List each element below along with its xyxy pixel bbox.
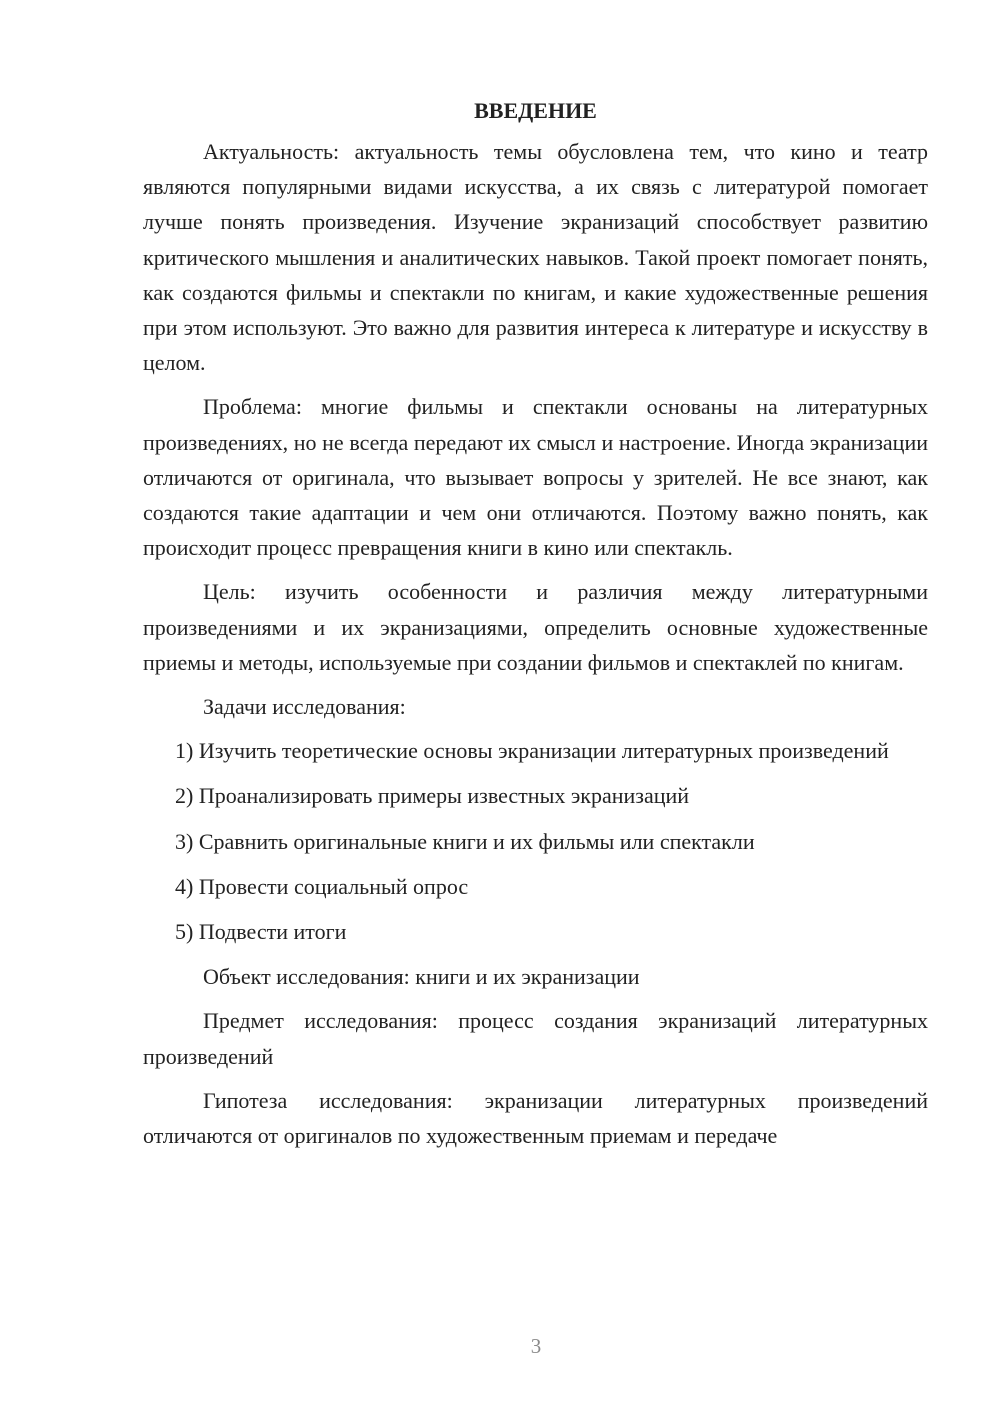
section-heading: ВВЕДЕНИЕ <box>474 98 597 123</box>
task-item: 3) Сравнить оригинальные книги и их фильмы или спектакли <box>175 828 755 854</box>
paragraph-object: Объект исследования: книги и их экранизации <box>203 964 640 990</box>
paragraph-relevance: Актуальность: актуальность темы обусловлена тем, что кино и театр являются популярными видами искусства, а их связь с литературой помогает лучше понять произведения. Изучение экранизаций способствует развитию критического мышления и аналитических навыков. Такой проект помогает понять, как создаются фильмы и спектакли по книгам, и какие художественные решения при этом используют. Это важно для развития интереса к литературе и искусству в целом. <box>143 139 928 376</box>
paragraph-problem: Проблема: многие фильмы и спектакли основаны на литературных произведениях, но не всегда передают их смысл и настроение. Иногда экранизации отличаются от оригинала, что вызывает вопросы у зрителей. Не все знают, как создаются такие адаптации и чем они отличаются. Поэтому важно понять, как происходит процесс превращения книги в кино или спектакль. <box>143 394 928 561</box>
task-item: 5) Подвести итоги <box>175 919 347 945</box>
paragraph-tasks-intro: Задачи исследования: <box>203 694 406 720</box>
page-number: 3 <box>530 1334 542 1358</box>
task-item: 1) Изучить теоретические основы экранизации литературных произведений <box>175 738 889 764</box>
paragraph-hypothesis: Гипотеза исследования: экранизации литературных произведений отличаются от оригиналов по художественным приемам и передаче <box>143 1087 928 1149</box>
task-item: 2) Проанализировать примеры известных экранизаций <box>175 783 690 809</box>
paragraph-goal: Цель: изучить особенности и различия между литературными произведениями и их экранизациями, определить основные художественные приемы и методы, используемые при создании фильмов и спектаклей по книгам. <box>143 579 928 675</box>
document-body <box>143 93 928 1162</box>
task-item: 4) Провести социальный опрос <box>175 873 469 899</box>
paragraph-subject: Предмет исследования: процесс создания экранизаций литературных произведений <box>143 1008 928 1069</box>
